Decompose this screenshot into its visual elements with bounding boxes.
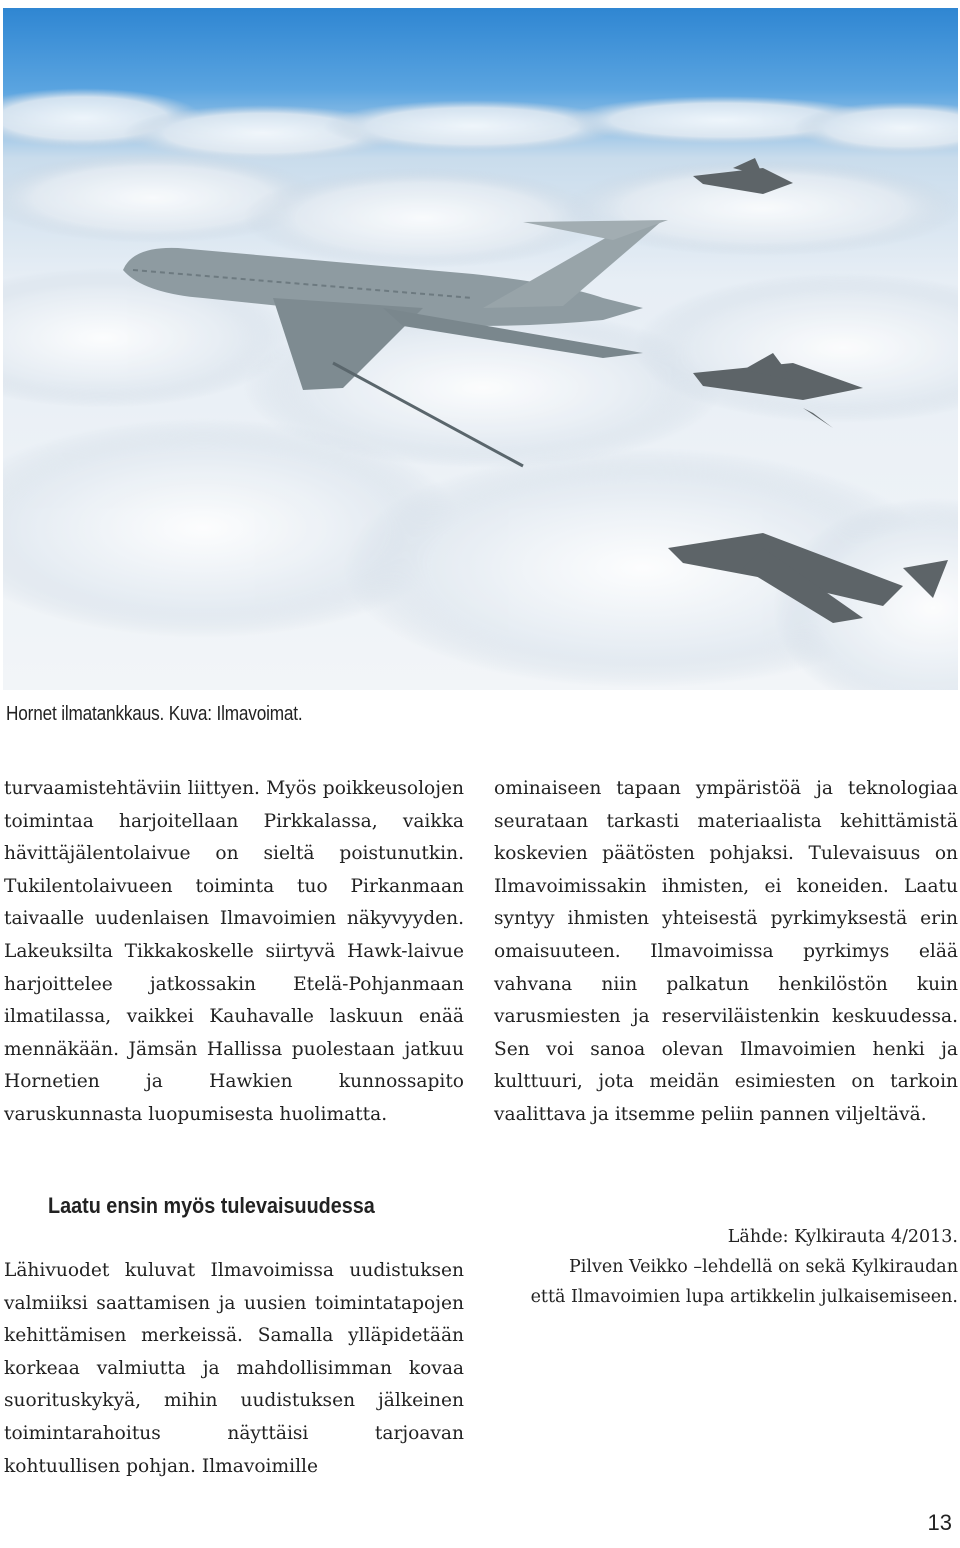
- body-paragraph: turvaamistehtäviin liittyen. Myös poikkeusolojen toimintaa harjoitellaan Pirkkalassa, vaikka hävittäjälentolaivue on sieltä poistunutkin. Tukilentolaivueen toiminta tuo Pirkanmaan taivaalle uudenlaisen Ilmavoimien näkyvyyden. Lakeuksilta Tikkakoskelle siirtyvä Hawk-laivue harjoittelee jatkossakin Etelä-Pohjanmaan ilmatilassa, vaikkei Kauhavalle laskuun enää mennäkään. Jämsän Hallissa puolestaan jatkuu Hornetien ja Hawkien kunnossapito varuskunnasta luopumisesta huolimatta.: [4, 778, 464, 1125]
- page-number: 13: [927, 1510, 952, 1535]
- body-paragraph: ominaiseen tapaan ympäristöä ja teknologiaa seurataan tarkasti materiaalista kehittämistä koskevien päätösten pohjaksi. Tulevaisuus on Ilmavoimissakin ihmisten, ei koneiden. Laatu syntyy ihmisten yhteisestä pyrkimyksestä erin omaisuuteen. Ilmavoimissa pyrkimys elää vahvana niin palkatun henkilöstön kuin varusmiesten ja reserviläistenkin keskuudessa. Sen voi sanoa olevan Ilmavoimien henki ja kulttuuri, jota meidän esimiesten on tarkoin vaalittava ja itsemme peliin pannen viljeltävä.: [494, 778, 958, 1125]
- left-column-top: [4, 773, 464, 1132]
- aircraft-photo: [3, 8, 958, 690]
- photo-caption: Hornet ilmatankkaus. Kuva: Ilmavoimat.: [6, 703, 303, 725]
- source-line: Lähde: Kylkirauta 4/2013.: [727, 1227, 958, 1247]
- source-note: [494, 1222, 958, 1312]
- aircraft-refuelling-photo-icon: [3, 8, 958, 690]
- section-heading: Laatu ensin myös tulevaisuudessa: [48, 1193, 375, 1218]
- source-line: Pilven Veikko –lehdellä on sekä Kylkiraudan: [569, 1257, 958, 1277]
- left-column-bottom: [4, 1255, 464, 1483]
- source-line: että Ilmavoimien lupa artikkelin julkaisemiseen.: [530, 1287, 958, 1307]
- body-paragraph: Lähivuodet kuluvat Ilmavoimissa uudistuksen valmiiksi saattamisen ja uusien toimintatapojen kehittämisen merkeissä. Samalla ylläpidetään korkeaa valmiutta ja mahdollisimman kovaa suorituskykyä, mihin uudistuksen jälkeinen toimintarahoitus näyttäisi tarjoavan kohtuullisen pohjan. Ilmavoimille: [4, 1260, 464, 1477]
- right-column: [494, 773, 958, 1132]
